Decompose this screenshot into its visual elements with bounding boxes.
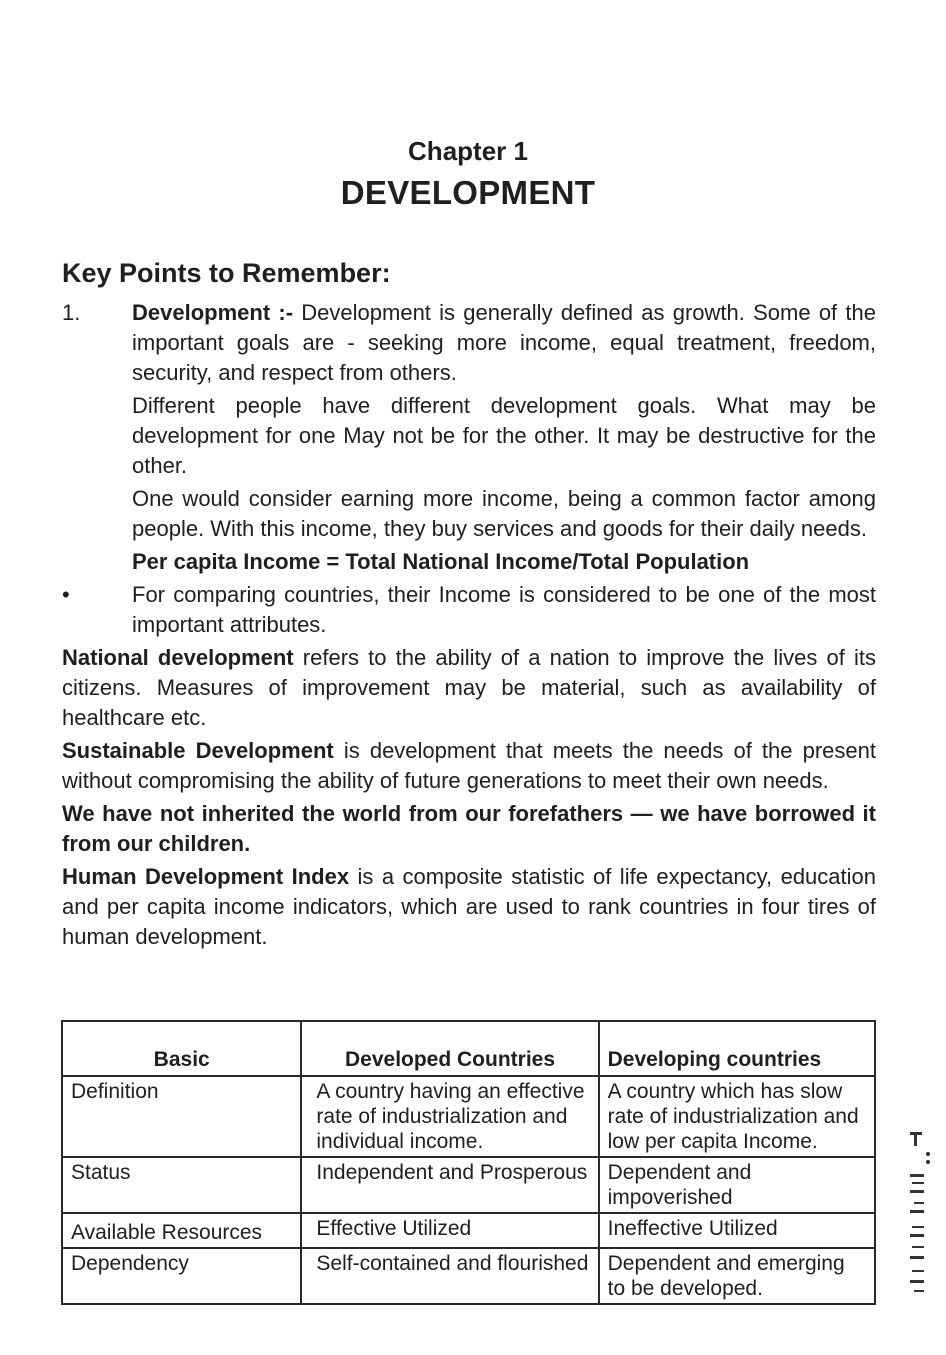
development-term: Development :- [132, 300, 294, 325]
hdi-text: is a composite statistic of life expectancy, education and per capita income indicators, which are used to rank countries in four tires of human development. [62, 864, 877, 949]
comparison-table [61, 1020, 876, 1305]
development-definition: Development is generally defined as growth. Some of the important goals are - seeking more income, equal treatment, freedom, security, and respect from others. [132, 300, 876, 385]
sustainable-development-term: Sustainable Development [62, 738, 334, 763]
hdi-paragraph [62, 862, 876, 952]
bullet-text: For comparing countries, their Income is considered to be one of the most important attributes. [132, 582, 876, 637]
point-1-text [132, 298, 876, 388]
row-developed-cell: Self-contained and flourished [301, 1248, 598, 1304]
row-developing-cell: Dependent and emerging to be developed. [599, 1248, 875, 1304]
point-number: 1. [62, 300, 81, 325]
row-basic-cell: Definition [62, 1076, 301, 1157]
income-paragraph: One would consider earning more income, being a common factor among people. With this income, they buy services and goods for their daily needs. [132, 486, 876, 541]
header-developed: Developed Countries [301, 1021, 598, 1076]
table-row [62, 1157, 875, 1213]
hdi-term: Human Development Index [62, 864, 350, 889]
row-developing-cell: Dependent and impoverished [599, 1157, 875, 1213]
row-developed-cell: Independent and Prosperous [301, 1157, 598, 1213]
national-development-paragraph [62, 643, 876, 733]
row-basic-cell: Available Resources [62, 1213, 301, 1248]
table-row [62, 1213, 875, 1248]
table-row [62, 1248, 875, 1304]
row-developing-cell: A country which has slow rate of industrialization and low per capita Income. [599, 1076, 875, 1157]
forefathers-quote: We have not inherited the world from our forefathers — we have borrowed it from our children. [62, 801, 876, 856]
bullet-point [62, 580, 876, 640]
point-1 [62, 298, 876, 388]
table-header-row [62, 1021, 875, 1076]
row-basic-cell: Dependency [62, 1248, 301, 1304]
content-body [62, 298, 876, 955]
row-basic-cell: Status [62, 1157, 301, 1213]
sustainable-development-text: is development that meets the needs of the present without compromising the ability of future generations to meet their own needs. [62, 738, 876, 793]
row-developing-cell: Ineffective Utilized [599, 1213, 875, 1248]
margin-stamp-icon [902, 1130, 932, 1298]
national-development-text: refers to the ability of a nation to improve the lives of its citizens. Measures of improvement may be material, such as availability of healthcare etc. [62, 645, 877, 730]
page-title: DEVELOPMENT [340, 174, 596, 211]
development-goals-paragraph: Different people have different development goals. What may be development for one May not be for the other. It may be destructive for the other. [132, 393, 876, 478]
row-developed-cell: A country having an effective rate of industrialization and individual income. [301, 1076, 598, 1157]
sustainable-development-paragraph [62, 736, 876, 796]
national-development-term: National development [62, 645, 294, 670]
header-developing: Developing countries [599, 1021, 875, 1076]
per-capita-formula: Per capita Income = Total National Income/Total Population [132, 549, 750, 574]
chapter-label: Chapter 1 [408, 136, 528, 166]
key-points-heading: Key Points to Remember: [62, 258, 391, 288]
header-basic: Basic [62, 1021, 301, 1076]
table-row [62, 1076, 875, 1157]
row-developed-cell: Effective Utilized [301, 1213, 598, 1248]
bullet-icon: • [62, 582, 70, 607]
